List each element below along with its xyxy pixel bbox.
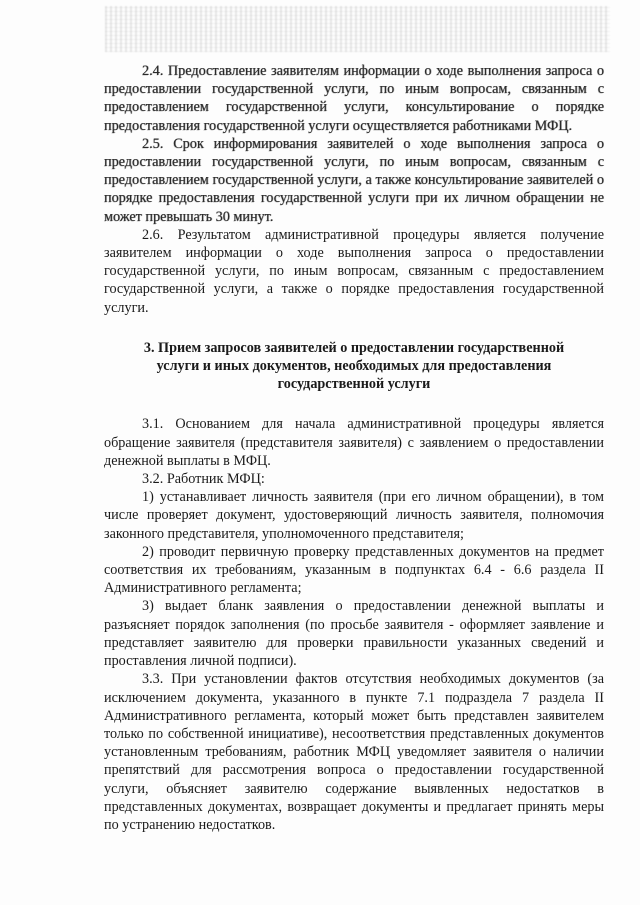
paragraph-3-2: 3.2. Работник МФЦ: bbox=[142, 471, 265, 488]
section-3-heading: 3. Прием запросов заявителей о предоставлении государственной услуги и иных документов, необходимых для предоставления государственной услуги bbox=[143, 339, 565, 393]
scan-artifact bbox=[105, 6, 610, 52]
paragraph-2-5: 2.5. Срок информирования заявителей о ходе выполнения запроса о предоставлении государственной услуги, по иным вопросам, связанным с предоставлением государственной услуги, а также консультирование заявителей о порядке предоставления государственной услуги при их личном обращении не может превышать 30 минут. bbox=[104, 135, 604, 225]
paragraph-2-6: 2.6. Результатом административной процедуры является получение заявителем информации о ходе выполнения запроса о предоставлении государственной услуги, по иным вопросам, связанным с предоставлением государственной услуги, а также о порядке предоставления государственной услуги. bbox=[104, 226, 604, 316]
list-item-3: 3) выдает бланк заявления о предоставлении денежной выплаты и разъясняет порядок заполнения (по просьбе заявителя - оформляет заявление и представляет заявителю для проверки правильности указанных сведений и проставления личной подписи). bbox=[104, 598, 604, 670]
paragraph-2-4: 2.4. Предоставление заявителям информации о ходе выполнения запроса о предоставлении государственной услуги, по иным вопросам, связанным с предоставлением государственной услуги, консультирование о порядке предоставления государственной услуги осуществляется работниками МФЦ. bbox=[104, 63, 604, 134]
document-body bbox=[104, 62, 604, 834]
list-item-2: 2) проводит первичную проверку представленных документов на предмет соответствия их требованиям, указанным в подпунктах 6.4 - 6.6 раздела II Административного регламента; bbox=[104, 543, 604, 597]
paragraph-3-1: 3.1. Основанием для начала административной процедуры является обращение заявителя (представителя заявителя) с заявлением о предоставлении денежной выплаты в МФЦ. bbox=[104, 416, 604, 469]
list-item-1: 1) устанавливает личность заявителя (при его личном обращении), в том числе проверяет документ, удостоверяющий личность заявителя, полномочия законного представителя, уполномоченного представителя; bbox=[104, 489, 604, 542]
paragraph-3-3: 3.3. При установлении фактов отсутствия необходимых документов (за исключением документа, указанного в пункте 7.1 подраздела 7 раздела II Административного регламента, который может быть представлен заявителем только по собственной инициативе), несоответствия представленных документов установленным требованиям, работник МФЦ уведомляет заявителя о наличии препятствий для рассмотрения вопроса о предоставлении государственной услуги, объясняет заявителю содержание выявленных недостатков в представленных документах, возвращает документы и предлагает принять меры по устранению недостатков. bbox=[104, 671, 604, 833]
